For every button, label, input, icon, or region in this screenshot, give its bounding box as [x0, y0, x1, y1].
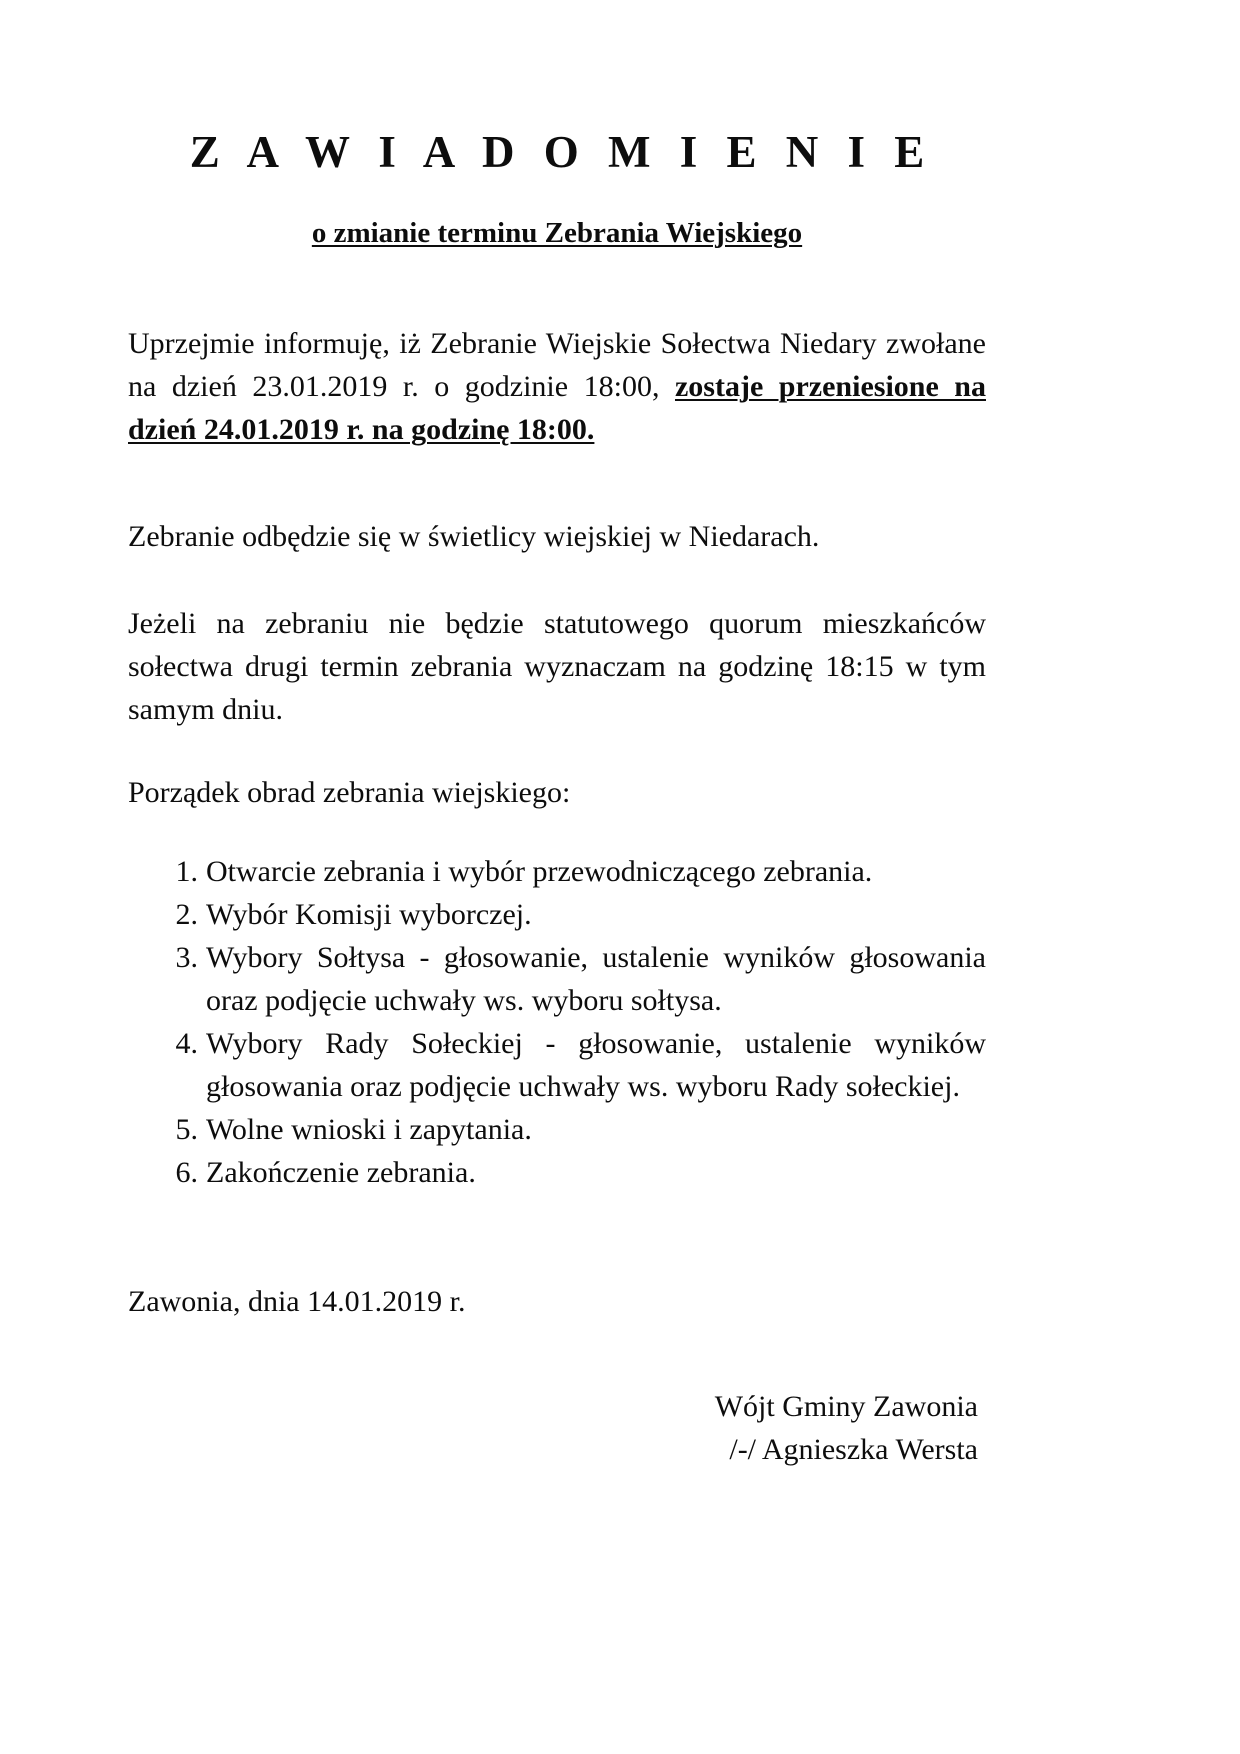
agenda-list	[128, 814, 986, 1194]
paragraph-intro-emphasis: zostaje przeniesione na dzień 24.01.2019 r. na godzinę 18:00.	[128, 370, 986, 447]
list-item: Otwarcie zebrania i wybór przewodniczącego zebrania.	[206, 855, 873, 889]
paragraph-intro-plain: Uprzejmie informuję, iż Zebranie Wiejskie Sołectwa Niedary zwołane na dzień 23.01.2019 r. o godzinie 18:00,	[128, 327, 986, 404]
signature-title: Wójt Gminy Zawonia	[714, 1390, 978, 1424]
agenda-heading: Porządek obrad zebrania wiejskiego:	[128, 776, 571, 810]
signature-name: /-/ Agnieszka Wersta	[729, 1433, 978, 1467]
paragraph-venue: Zebranie odbędzie się w świetlicy wiejskiej w Niedarach.	[128, 520, 820, 554]
list-item: Wybory Sołtysa - głosowanie, ustalenie wyników głosowania oraz podjęcie uchwały ws. wyboru sołtysa.	[206, 941, 986, 1018]
paragraph-quorum: Jeżeli na zebraniu nie będzie statutowego quorum mieszkańców sołectwa drugi termin zebrania wyznaczam na godzinę 18:15 w tym samym dniu.	[128, 607, 986, 727]
list-item: Zakończenie zebrania.	[206, 1156, 476, 1190]
place-and-date: Zawonia, dnia 14.01.2019 r.	[128, 1285, 466, 1319]
document-subtitle-text: o zmianie terminu Zebrania Wiejskiego	[311, 216, 803, 249]
list-item: Wolne wnioski i zapytania.	[206, 1113, 532, 1147]
paragraph-intro	[128, 250, 986, 451]
page-title: Z A W I A D O M I E N I E	[189, 127, 934, 177]
list-item: Wybór Komisji wyborczej.	[206, 898, 532, 932]
document-content	[128, 0, 986, 1471]
list-item: Wybory Rady Sołeckiej - głosowanie, ustalenie wyników głosowania oraz podjęcie uchwały ws. wyboru Rady sołeckiej.	[206, 1027, 986, 1104]
document-subtitle	[128, 178, 986, 251]
signature-block	[128, 1323, 986, 1471]
